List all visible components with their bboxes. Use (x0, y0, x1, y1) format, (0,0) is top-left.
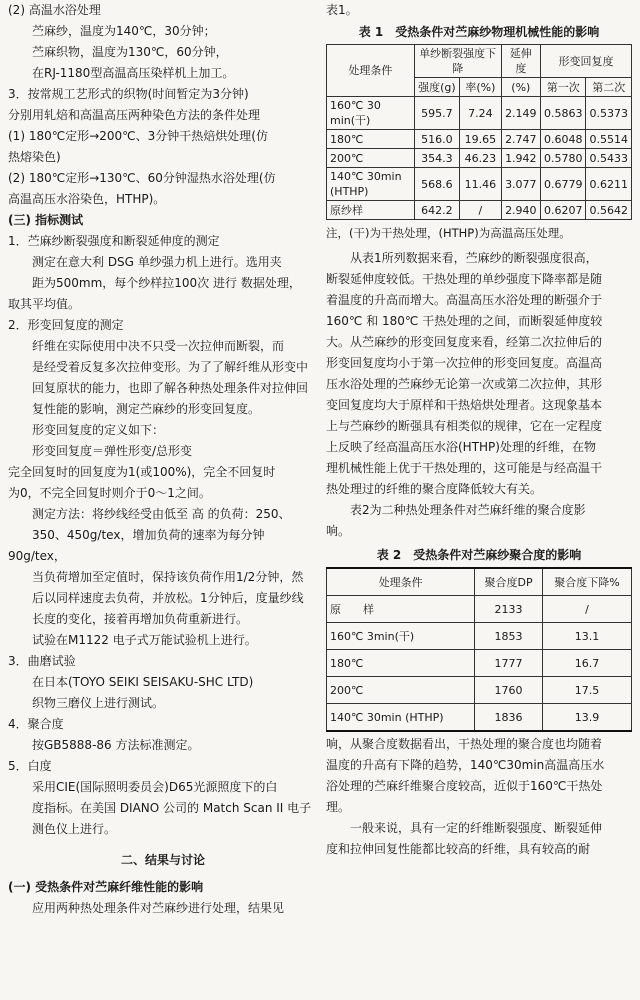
right-line: 上反映了经高温高压水浴(HTHP)处理的纤维，在物 (326, 440, 596, 454)
table2-cell: 1836 (475, 704, 543, 732)
t1-header-strength: 强度(g) (414, 78, 459, 97)
table1-row (327, 97, 632, 130)
right-line: 理机械性能上优于干热处理的，这可能是与经高温干 (326, 461, 603, 475)
t1-header-elongation: 延伸度 (501, 45, 540, 78)
table2-cell: 16.7 (542, 650, 631, 677)
right-intro: 表1。 (326, 3, 358, 17)
table1-cell: 46.23 (460, 149, 502, 168)
table1-cell: 0.6207 (540, 201, 586, 220)
table1-cell: 19.65 (460, 130, 502, 149)
table1-row (327, 130, 632, 149)
table1-row (327, 201, 632, 220)
table2-cell: 2133 (475, 596, 543, 623)
right-line: 响，从聚合度数据看出，干热处理的聚合度也均随着 (326, 737, 603, 751)
left-line: (一) 受热条件对苎麻纤维性能的影响 (8, 880, 204, 894)
table2-cell: 200℃ (327, 677, 475, 704)
left-line: 当负荷增加至定值时，保持该负荷作用1/2分钟，然 (32, 570, 304, 584)
left-line: 度指标。在美国 DIANO 公司的 Match Scan II 电子 (32, 801, 312, 815)
table1-cell: 568.6 (414, 168, 459, 201)
table2-row (327, 677, 632, 704)
right-line: 大。从苎麻纱的形变回复度来看，经第二次拉伸后的 (326, 335, 603, 349)
paragraph-2 (326, 734, 632, 860)
table1-cell: 0.5863 (540, 97, 586, 130)
right-line: 从表1所列数据来看，苎麻纱的断裂强度很高， (350, 251, 598, 265)
left-line: 3．按常规工艺形式的织物(时间暂定为3分钟) (8, 87, 249, 101)
t1-header-recovery-1: 第一次 (540, 78, 586, 97)
table1-cell: 2.940 (501, 201, 540, 220)
table2-cell: 180℃ (327, 650, 475, 677)
t1-header-recovery-2: 第二次 (586, 78, 632, 97)
table2-row (327, 650, 632, 677)
table2-cell: 13.9 (542, 704, 631, 732)
table2-cell: / (542, 596, 631, 623)
table1-cell: 200℃ (327, 149, 415, 168)
right-line: 断裂延伸度较低。干热处理的单纱强度下降率都是随 (326, 272, 603, 286)
left-line: 热熔染色) (8, 150, 61, 164)
t1-header-elongation-unit: (%) (501, 78, 540, 97)
right-line: 形变回复度均小于第一次拉伸的形变回复度。高温高 (326, 356, 603, 370)
table2-cell: 1853 (475, 623, 543, 650)
left-line: (三) 指标测试 (8, 213, 84, 227)
left-line: 为0，不完全回复时则介于0～1之间。 (8, 486, 211, 500)
table1-cell: 7.24 (460, 97, 502, 130)
right-line: 着温度的升高而增大。高温高压水浴处理的断强介于 (326, 293, 603, 307)
left-line: (1) 180℃定形→200℃、3分钟干热焙烘处理(仿 (8, 129, 268, 143)
table1-cell: 595.7 (414, 97, 459, 130)
right-line: 热处理过的纤维的聚合度降低较大有关。 (326, 482, 543, 496)
table1-cell: 2.747 (501, 130, 540, 149)
table1-row (327, 149, 632, 168)
left-line: 高温高压水浴染色，HTHP)。 (8, 192, 166, 206)
table1-cell: 180℃ (327, 130, 415, 149)
left-line: 完全回复时的回复度为1(或100%)，完全不回复时 (8, 465, 276, 479)
table1-cell: 0.5373 (586, 97, 632, 130)
table2-cell: 1777 (475, 650, 543, 677)
table2-cell: 1760 (475, 677, 543, 704)
left-line: 采用CIE(国际照明委员会)D65光源照度下的白 (32, 780, 278, 794)
t2-header-drop: 聚合度下降% (542, 568, 631, 596)
right-line: 上与苎麻纱的断强具有相类似的规律，它在一定程度 (326, 419, 603, 433)
left-line: 5．白度 (8, 759, 52, 773)
table1-cell: 140℃ 30min (HTHP) (327, 168, 415, 201)
table1-cell: 354.3 (414, 149, 459, 168)
left-line: 分别用轧焙和高温高压两种染色方法的条件处理 (8, 108, 261, 122)
left-line: 复性能的影响，测定苎麻纱的形变回复度。 (32, 402, 261, 416)
table1-cell: 0.5780 (540, 149, 586, 168)
left-line: 2．形变回复度的测定 (8, 318, 124, 332)
left-line: 长度的变化，接着再增加负荷重新进行。 (32, 612, 249, 626)
left-line: (2) 180℃定形→130℃、60分钟湿热水浴处理(仿 (8, 171, 276, 185)
table1-cell: 642.2 (414, 201, 459, 220)
left-line: (2) 高温水浴处理 (8, 3, 101, 17)
right-column (326, 0, 632, 860)
table1-cell: / (460, 201, 502, 220)
table1-cell: 3.077 (501, 168, 540, 201)
table1-cell: 160℃ 30 min(干) (327, 97, 415, 130)
right-line: 温度的升高有下降的趋势，140℃30min高温高压水 (326, 758, 605, 772)
left-line: 纤维在实际使用中决不只受一次拉伸而断裂，而 (32, 339, 285, 353)
right-line: 变回复度均大于原样和干热焙烘处理者。这现象基本 (326, 398, 603, 412)
table2-row (327, 596, 632, 623)
table1-cell: 0.6211 (586, 168, 632, 201)
left-line: 应用两种热处理条件对苎麻纱进行处理，结果见 (32, 901, 285, 915)
left-line: 二、结果与讨论 (120, 853, 205, 867)
left-line: 后以同样速度去负荷，并放松。1分钟后，度量纱线 (32, 591, 304, 605)
table1-note: 注，(干)为干热处理，(HTHP)为高温高压处理。 (326, 226, 571, 240)
table1-row (327, 168, 632, 201)
left-line: 形变回复度的定义如下： (32, 423, 165, 437)
table1-caption: 表 1 受热条件对苎麻纱物理机械性能的影响 (358, 25, 600, 39)
right-line: 响。 (326, 524, 351, 538)
left-line: 苎麻织物，温度为130℃，60分钟， (32, 45, 228, 59)
table1 (326, 44, 632, 220)
table2-caption: 表 2 受热条件对苎麻纱聚合度的影响 (376, 548, 582, 562)
table1-cell: 2.149 (501, 97, 540, 130)
left-line: 是经受着反复多次拉伸变形。为了了解纤维从形变中 (32, 360, 309, 374)
table2-cell: 13.1 (542, 623, 631, 650)
left-line: 织物三磨仪上进行测试。 (32, 696, 165, 710)
t2-header-dp: 聚合度DP (475, 568, 543, 596)
t1-header-strength-group: 单纱断裂强度下降 (414, 45, 501, 78)
table1-cell: 0.5642 (586, 201, 632, 220)
table1-cell: 0.5433 (586, 149, 632, 168)
left-line: 测色仪上进行。 (32, 822, 117, 836)
table2-cell: 17.5 (542, 677, 631, 704)
t2-header-condition: 处理条件 (327, 568, 475, 596)
table1-cell: 11.46 (460, 168, 502, 201)
table1-cell: 0.5514 (586, 130, 632, 149)
table2-cell: 原 样 (327, 596, 475, 623)
right-line: 压水浴处理的苎麻纱无论第一次或第二次拉伸，其形 (326, 377, 603, 391)
right-line: 浴处理的苎麻纤维聚合度较高，近似于160℃干热处 (326, 779, 603, 793)
table1-cell: 原纱样 (327, 201, 415, 220)
left-line: 形变回复度＝弹性形变/总形变 (32, 444, 193, 458)
right-line: 160℃ 和 180℃ 干热处理的之间，而断裂延伸度较 (326, 314, 603, 328)
left-line: 测定在意大利 DSG 单纱强力机上进行。选用夹 (32, 255, 282, 269)
table2-row (327, 623, 632, 650)
left-line: 回复原状的能力，也即了解各种热处理条件对拉伸回 (32, 381, 309, 395)
left-line: 试验在M1122 电子式万能试验机上进行。 (32, 633, 257, 647)
table1-cell: 0.6048 (540, 130, 586, 149)
t1-header-recovery-group: 形变回复度 (540, 45, 631, 78)
left-line: 按GB5888-86 方法标准测定。 (32, 738, 200, 752)
table2-row (327, 704, 632, 732)
table2-cell: 140℃ 30min (HTHP) (327, 704, 475, 732)
right-line: 度和拉伸回复性能都比较高的纤维，具有较高的耐 (326, 842, 591, 856)
table1-cell: 516.0 (414, 130, 459, 149)
left-line: 4．聚合度 (8, 717, 64, 731)
left-column (8, 0, 318, 919)
right-line: 一般来说，具有一定的纤维断裂强度、断裂延伸 (350, 821, 603, 835)
left-line: 苎麻纱，温度为140℃，30分钟； (32, 24, 216, 38)
left-line: 取其平均值。 (8, 297, 81, 311)
left-line: 1．苎麻纱断裂强度和断裂延伸度的测定 (8, 234, 220, 248)
table2-cell: 160℃ 3min(干) (327, 623, 475, 650)
t1-header-condition: 处理条件 (327, 45, 415, 97)
left-line: 测定方法：将纱线经受由低至 高 的负荷：250、 (32, 507, 291, 521)
left-line: 350、450g/tex，增加负荷的速率为每分钟90g/tex， (8, 528, 265, 563)
left-line: 距为500mm，每个纱样拉100次 进行 数据处理， (32, 276, 301, 290)
t1-header-rate: 率(%) (460, 78, 502, 97)
right-line: 理。 (326, 800, 351, 814)
table2 (326, 567, 632, 732)
left-line: 在RJ-1180型高温高压染样机上加工。 (32, 66, 235, 80)
right-line: 表2为二种热处理条件对苎麻纤维的聚合度影 (350, 503, 586, 517)
left-line: 在日本(TOYO SEIKI SEISAKU-SHC LTD) (32, 675, 254, 689)
paragraph-1 (326, 248, 632, 542)
table1-cell: 0.6779 (540, 168, 586, 201)
table1-cell: 1.942 (501, 149, 540, 168)
left-line: 3．曲磨试验 (8, 654, 76, 668)
